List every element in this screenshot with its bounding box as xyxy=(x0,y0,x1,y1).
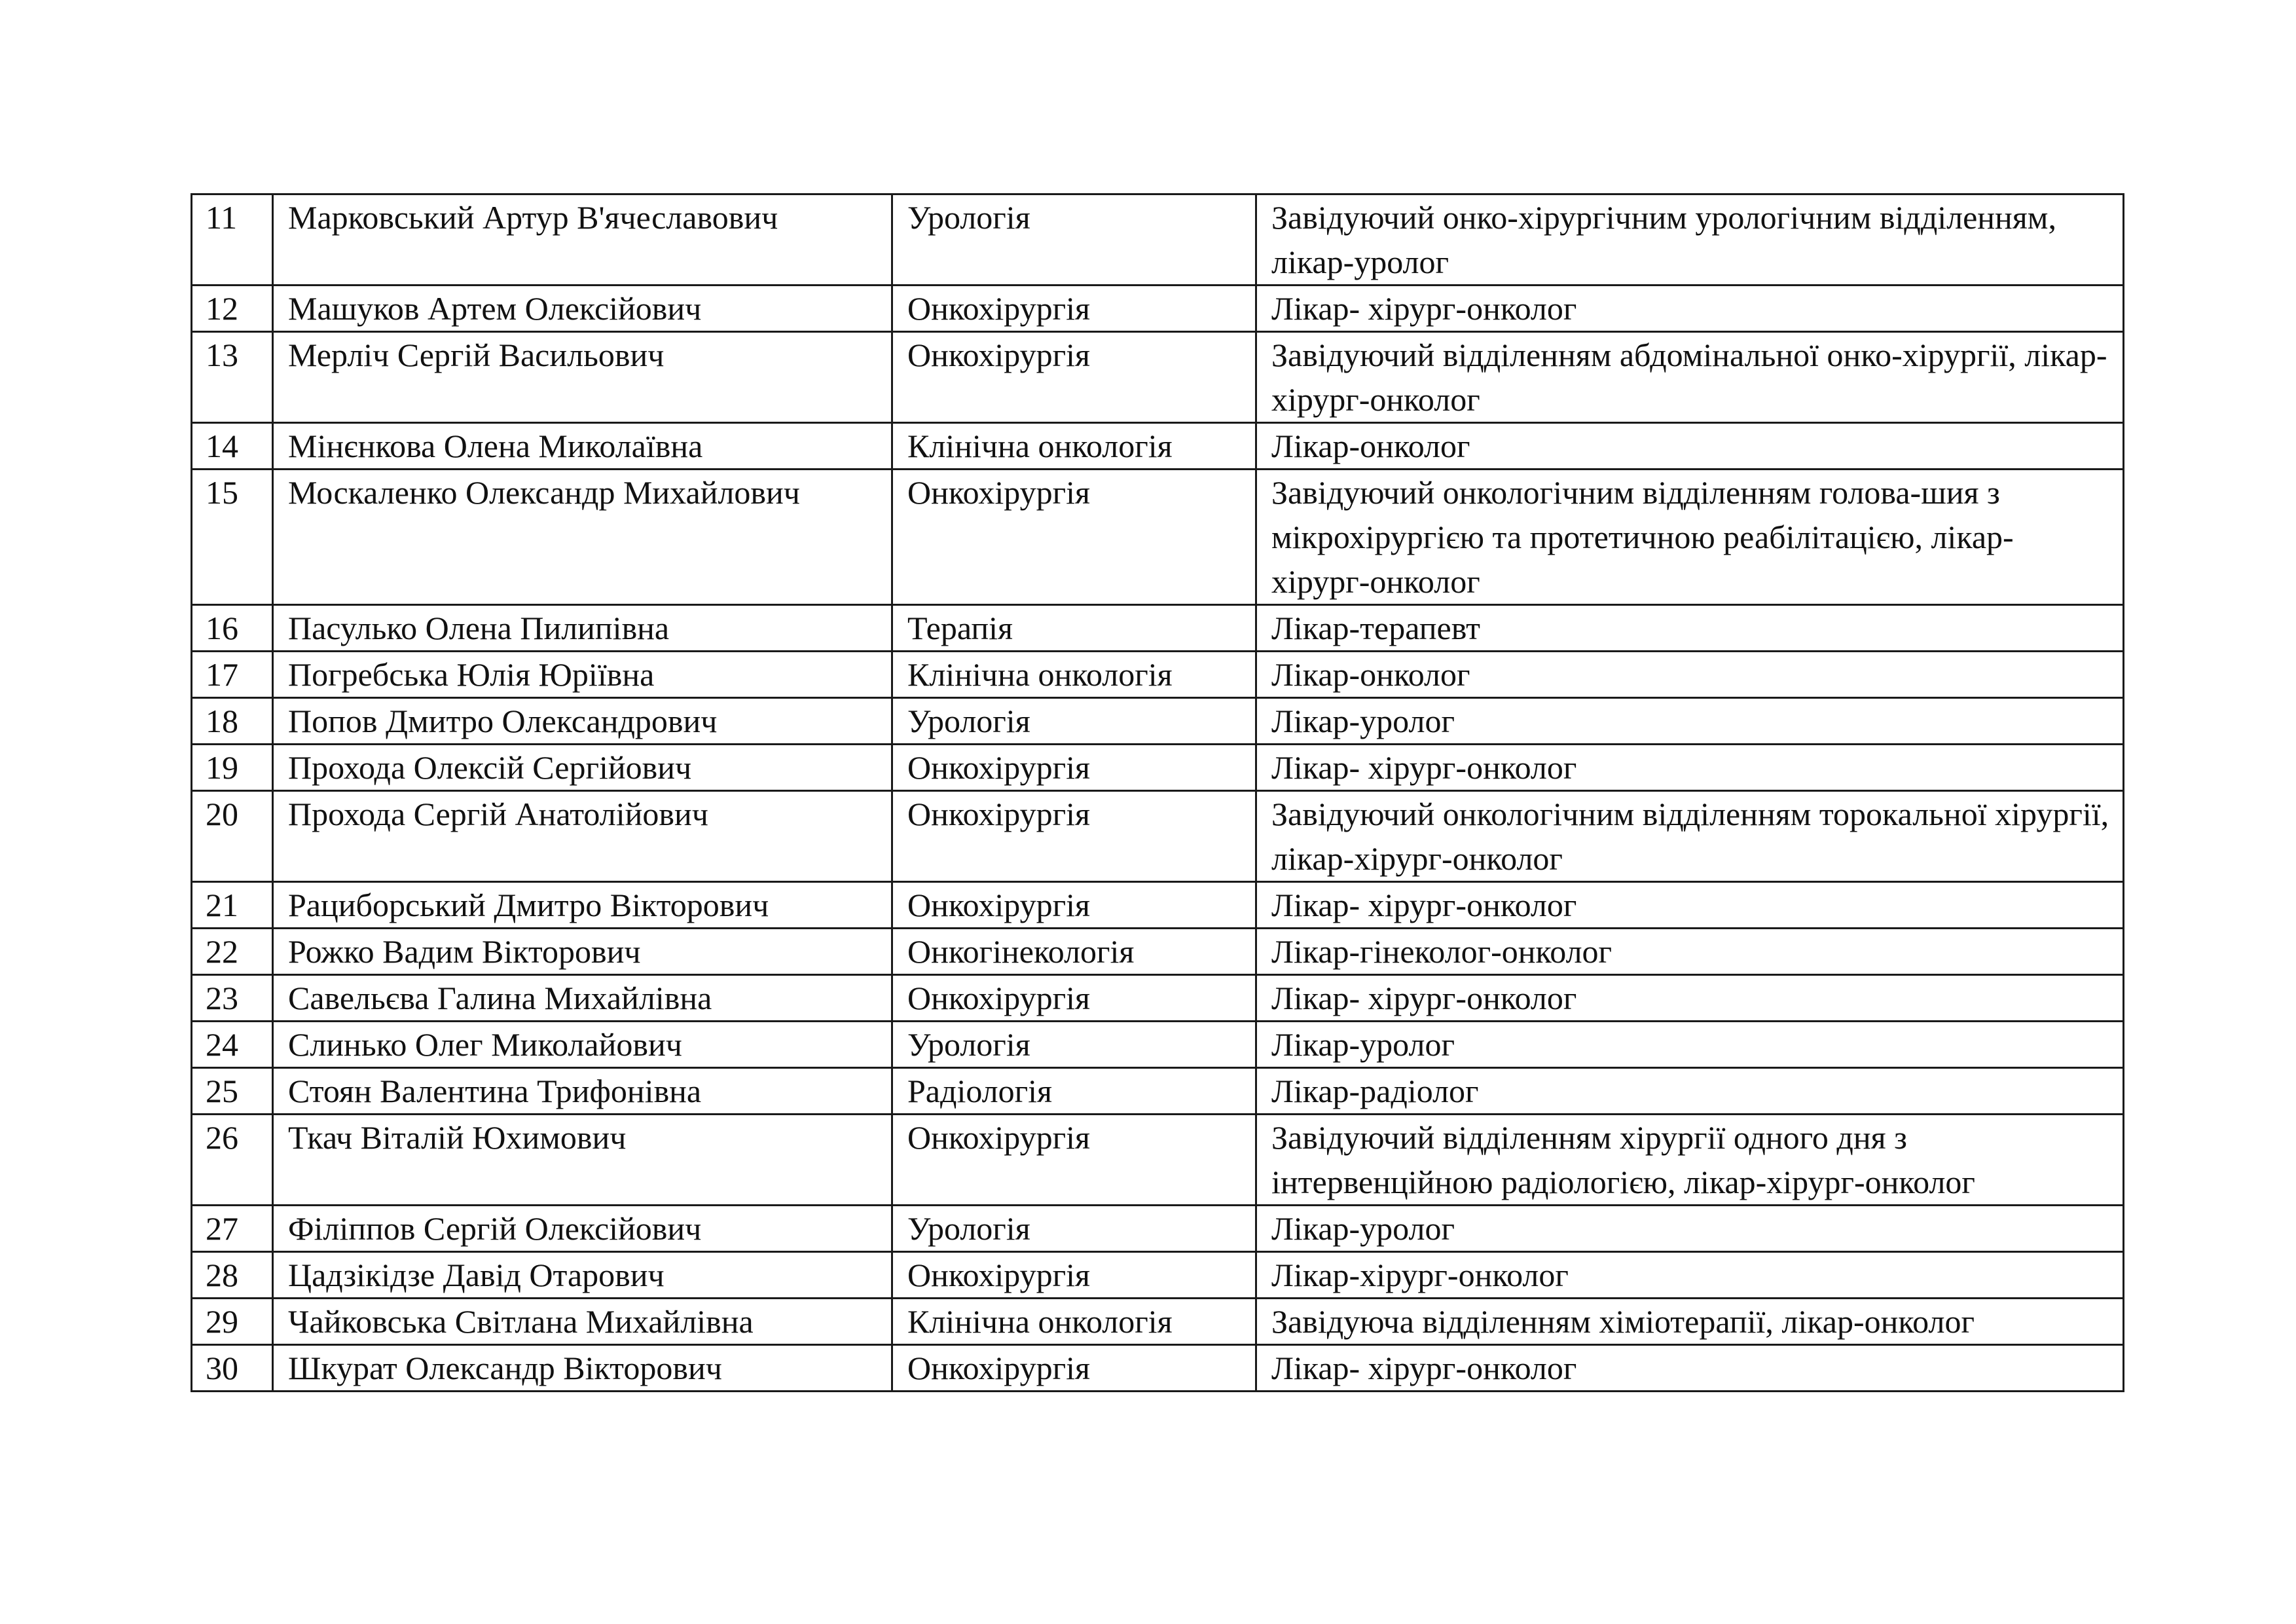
table-row xyxy=(192,332,2124,423)
staff-name: Савельєва Галина Михайлівна xyxy=(273,975,892,1022)
staff-name: Прохода Сергій Анатолійович xyxy=(273,791,892,882)
table-row xyxy=(192,1068,2124,1115)
staff-name: Шкурат Олександр Вікторович xyxy=(273,1345,892,1392)
table-row xyxy=(192,470,2124,605)
staff-name: Стоян Валентина Трифонівна xyxy=(273,1068,892,1115)
row-number: 15 xyxy=(192,470,273,605)
specialty: Урологія xyxy=(892,698,1256,745)
staff-name: Чайковська Світлана Михайлівна xyxy=(273,1299,892,1345)
specialty: Онкохірургія xyxy=(892,1345,1256,1392)
row-number: 19 xyxy=(192,745,273,791)
table-row xyxy=(192,698,2124,745)
row-number: 30 xyxy=(192,1345,273,1392)
specialty: Онкохірургія xyxy=(892,975,1256,1022)
staff-name: Машуков Артем Олексійович xyxy=(273,286,892,332)
position: Завідуючий онко-хірургічним урологічним відділенням, лікар-уролог xyxy=(1256,194,2124,286)
position: Лікар-хірург-онколог xyxy=(1256,1252,2124,1299)
position: Лікар-терапевт xyxy=(1256,605,2124,652)
row-number: 22 xyxy=(192,929,273,975)
position: Лікар-онколог xyxy=(1256,652,2124,698)
specialty: Онкохірургія xyxy=(892,470,1256,605)
staff-name: Мерліч Сергій Васильович xyxy=(273,332,892,423)
row-number: 27 xyxy=(192,1206,273,1252)
table-row xyxy=(192,975,2124,1022)
row-number: 13 xyxy=(192,332,273,423)
position: Лікар- хірург-онколог xyxy=(1256,1345,2124,1392)
staff-name: Москаленко Олександр Михайлович xyxy=(273,470,892,605)
row-number: 24 xyxy=(192,1022,273,1068)
staff-name: Прохода Олексій Сергійович xyxy=(273,745,892,791)
row-number: 25 xyxy=(192,1068,273,1115)
specialty: Радіологія xyxy=(892,1068,1256,1115)
table-row xyxy=(192,1299,2124,1345)
row-number: 18 xyxy=(192,698,273,745)
position: Лікар- хірург-онколог xyxy=(1256,745,2124,791)
row-number: 17 xyxy=(192,652,273,698)
specialty: Онкохірургія xyxy=(892,1252,1256,1299)
table-row xyxy=(192,745,2124,791)
table-row xyxy=(192,882,2124,929)
staff-name: Погребська Юлія Юріївна xyxy=(273,652,892,698)
table-row xyxy=(192,1115,2124,1206)
staff-name: Слинько Олег Миколайович xyxy=(273,1022,892,1068)
specialty: Урологія xyxy=(892,1022,1256,1068)
table-row xyxy=(192,652,2124,698)
position: Завідуюча відділенням хіміотерапії, лікар-онколог xyxy=(1256,1299,2124,1345)
row-number: 14 xyxy=(192,423,273,470)
table-row xyxy=(192,1022,2124,1068)
staff-name: Марковський Артур В'ячеславович xyxy=(273,194,892,286)
table-row xyxy=(192,423,2124,470)
position: Лікар- хірург-онколог xyxy=(1256,286,2124,332)
specialty: Онкохірургія xyxy=(892,791,1256,882)
specialty: Урологія xyxy=(892,194,1256,286)
position: Лікар-онколог xyxy=(1256,423,2124,470)
position: Лікар-гінеколог-онколог xyxy=(1256,929,2124,975)
staff-name: Попов Дмитро Олександрович xyxy=(273,698,892,745)
table-row xyxy=(192,286,2124,332)
row-number: 20 xyxy=(192,791,273,882)
row-number: 23 xyxy=(192,975,273,1022)
specialty: Терапія xyxy=(892,605,1256,652)
table-row xyxy=(192,1206,2124,1252)
specialty: Онкохірургія xyxy=(892,1115,1256,1206)
position: Лікар-уролог xyxy=(1256,1206,2124,1252)
position: Завідуючий відділенням хірургії одного дня з інтервенційною радіологією, лікар-хірург-онколог xyxy=(1256,1115,2124,1206)
specialty: Клінічна онкологія xyxy=(892,652,1256,698)
row-number: 26 xyxy=(192,1115,273,1206)
specialty: Клінічна онкологія xyxy=(892,1299,1256,1345)
staff-name: Рациборський Дмитро Вікторович xyxy=(273,882,892,929)
specialty: Клінічна онкологія xyxy=(892,423,1256,470)
specialty: Онкохірургія xyxy=(892,332,1256,423)
position: Завідуючий відділенням абдомінальної онко-хірургії, лікар-хірург-онколог xyxy=(1256,332,2124,423)
staff-name: Ткач Віталій Юхимович xyxy=(273,1115,892,1206)
staff-name: Мінєнкова Олена Миколаївна xyxy=(273,423,892,470)
position: Лікар- хірург-онколог xyxy=(1256,975,2124,1022)
position: Завідуючий онкологічним відділенням торокальної хірургії, лікар-хірург-онколог xyxy=(1256,791,2124,882)
position: Лікар-радіолог xyxy=(1256,1068,2124,1115)
staff-name: Пасулько Олена Пилипівна xyxy=(273,605,892,652)
table-row xyxy=(192,1252,2124,1299)
row-number: 28 xyxy=(192,1252,273,1299)
position: Лікар- хірург-онколог xyxy=(1256,882,2124,929)
row-number: 29 xyxy=(192,1299,273,1345)
table-row xyxy=(192,605,2124,652)
table-row xyxy=(192,194,2124,286)
table-row xyxy=(192,791,2124,882)
specialty: Онкохірургія xyxy=(892,882,1256,929)
table-row xyxy=(192,929,2124,975)
row-number: 12 xyxy=(192,286,273,332)
row-number: 11 xyxy=(192,194,273,286)
table-row xyxy=(192,1345,2124,1392)
position: Лікар-уролог xyxy=(1256,1022,2124,1068)
row-number: 16 xyxy=(192,605,273,652)
position: Лікар-уролог xyxy=(1256,698,2124,745)
row-number: 21 xyxy=(192,882,273,929)
specialty: Урологія xyxy=(892,1206,1256,1252)
staff-name: Цадзікідзе Давід Отарович xyxy=(273,1252,892,1299)
staff-name: Філіппов Сергій Олексійович xyxy=(273,1206,892,1252)
staff-table xyxy=(191,193,2124,1392)
specialty: Онкохірургія xyxy=(892,286,1256,332)
staff-name: Рожко Вадим Вікторович xyxy=(273,929,892,975)
specialty: Онкохірургія xyxy=(892,745,1256,791)
position: Завідуючий онкологічним відділенням голова-шия з мікрохірургією та протетичною реабілітацією, лікар- хірург-онколог xyxy=(1256,470,2124,605)
specialty: Онкогінекологія xyxy=(892,929,1256,975)
